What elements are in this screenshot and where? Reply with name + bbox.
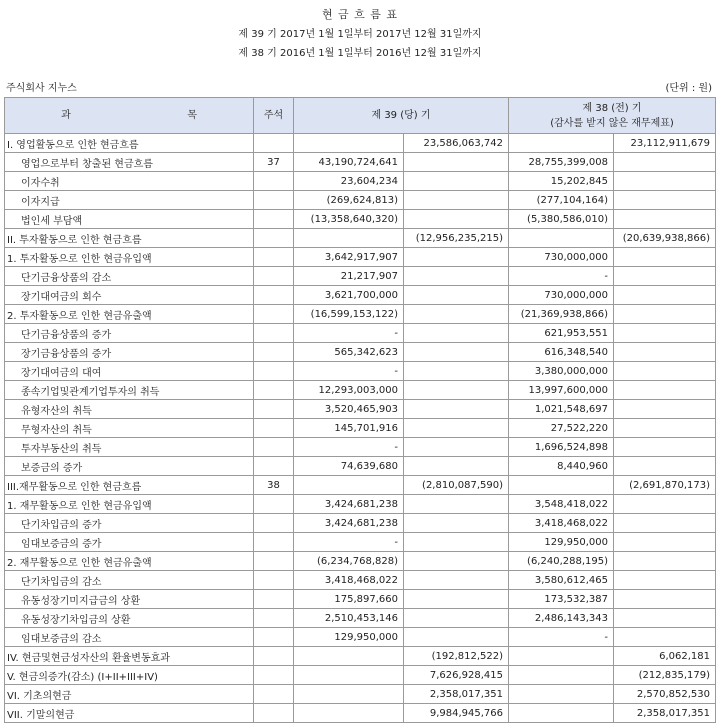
current-total-amount: [404, 324, 509, 343]
current-detail-amount: 145,701,916: [294, 419, 404, 438]
prior-total-amount: (212,835,179): [614, 666, 716, 685]
table-row: [5, 362, 716, 381]
account-header-b: 목: [187, 110, 197, 121]
prior-total-amount: [614, 400, 716, 419]
current-period: 제 39 기 2017년 1월 1일부터 2017년 12월 31일까지: [238, 29, 482, 40]
current-total-amount: [404, 514, 509, 533]
prior-total-amount: [614, 381, 716, 400]
row-label: 단기차입금의 감소: [5, 571, 254, 590]
prior-total-amount: [614, 495, 716, 514]
prior-detail-amount: 616,348,540: [509, 343, 614, 362]
prior-detail-amount: 1,021,548,697: [509, 400, 614, 419]
row-note: [254, 172, 294, 191]
prior-detail-amount: [509, 134, 614, 153]
current-year-header: 제 39 (당) 기: [294, 98, 509, 134]
current-detail-amount: [294, 647, 404, 666]
current-total-amount: [404, 400, 509, 419]
prior-total-amount: [614, 191, 716, 210]
prior-total-amount: [614, 438, 716, 457]
current-total-amount: [404, 438, 509, 457]
table-row: [5, 267, 716, 286]
row-note: [254, 628, 294, 647]
prior-total-amount: [614, 609, 716, 628]
table-row: [5, 685, 716, 704]
current-total-amount: 7,626,928,415: [404, 666, 509, 685]
row-note: [254, 590, 294, 609]
current-total-amount: [404, 191, 509, 210]
prior-total-amount: 6,062,181: [614, 647, 716, 666]
current-total-amount: [404, 362, 509, 381]
row-note: [254, 514, 294, 533]
table-header-row: [5, 98, 716, 134]
prior-detail-amount: 8,440,960: [509, 457, 614, 476]
row-label: 장기대여금의 대여: [5, 362, 254, 381]
table-row: [5, 609, 716, 628]
current-detail-amount: 129,950,000: [294, 628, 404, 647]
current-total-amount: [404, 248, 509, 267]
prior-detail-amount: 3,380,000,000: [509, 362, 614, 381]
prior-detail-amount: 13,997,600,000: [509, 381, 614, 400]
prior-total-amount: [614, 419, 716, 438]
row-note: [254, 457, 294, 476]
cash-flow-table: [4, 97, 716, 723]
table-row: [5, 476, 716, 495]
row-note: [254, 400, 294, 419]
table-row: [5, 647, 716, 666]
row-note: [254, 248, 294, 267]
prior-total-amount: [614, 286, 716, 305]
table-row: [5, 381, 716, 400]
prior-period: 제 38 기 2016년 1월 1일부터 2016년 12월 31일까지: [238, 48, 482, 59]
row-note: [254, 495, 294, 514]
row-note: [254, 362, 294, 381]
prior-detail-amount: 3,418,468,022: [509, 514, 614, 533]
current-total-amount: 2,358,017,351: [404, 685, 509, 704]
current-detail-amount: (13,358,640,320): [294, 210, 404, 229]
row-label: 2. 재무활동으로 인한 현금유출액: [5, 552, 254, 571]
row-note: 37: [254, 153, 294, 172]
row-label: 무형자산의 취득: [5, 419, 254, 438]
prior-detail-amount: 27,522,220: [509, 419, 614, 438]
prior-detail-amount: 3,580,612,465: [509, 571, 614, 590]
current-total-amount: [404, 533, 509, 552]
row-label: 법인세 부담액: [5, 210, 254, 229]
currency-unit: (단위 : 원): [665, 83, 712, 94]
row-label: III.재무활동으로 인한 현금흐름: [5, 476, 254, 495]
table-row: [5, 533, 716, 552]
row-note: [254, 324, 294, 343]
current-detail-amount: -: [294, 438, 404, 457]
table-row: [5, 210, 716, 229]
row-note: [254, 229, 294, 248]
prior-detail-amount: 730,000,000: [509, 286, 614, 305]
current-detail-amount: 175,897,660: [294, 590, 404, 609]
row-note: [254, 666, 294, 685]
prior-total-amount: 2,358,017,351: [614, 704, 716, 723]
table-row: [5, 286, 716, 305]
table-row: [5, 400, 716, 419]
current-detail-amount: 3,520,465,903: [294, 400, 404, 419]
row-label: 이자지급: [5, 191, 254, 210]
row-note: [254, 210, 294, 229]
row-label: 유동성장기차입금의 상환: [5, 609, 254, 628]
table-row: [5, 153, 716, 172]
row-note: [254, 609, 294, 628]
table-row: [5, 666, 716, 685]
prior-detail-amount: [509, 666, 614, 685]
current-total-amount: (2,810,087,590): [404, 476, 509, 495]
table-row: [5, 571, 716, 590]
current-total-amount: [404, 590, 509, 609]
prior-total-amount: [614, 628, 716, 647]
current-total-amount: [404, 172, 509, 191]
prior-detail-amount: 15,202,845: [509, 172, 614, 191]
prior-total-amount: (20,639,938,866): [614, 229, 716, 248]
row-label: VI. 기초의현금: [5, 685, 254, 704]
prior-detail-amount: (5,380,586,010): [509, 210, 614, 229]
current-detail-amount: 3,424,681,238: [294, 495, 404, 514]
current-detail-amount: 23,604,234: [294, 172, 404, 191]
row-label: 유동성장기미지급금의 상환: [5, 590, 254, 609]
prior-detail-amount: 173,532,387: [509, 590, 614, 609]
table-row: [5, 590, 716, 609]
account-header-a: 과: [61, 110, 71, 121]
row-note: [254, 286, 294, 305]
prior-detail-amount: [509, 229, 614, 248]
table-row: [5, 229, 716, 248]
note-header: 주석: [254, 98, 294, 134]
prior-total-amount: [614, 552, 716, 571]
prior-total-amount: [614, 362, 716, 381]
table-row: [5, 704, 716, 723]
row-label: 단기금융상품의 증가: [5, 324, 254, 343]
prior-detail-amount: 621,953,551: [509, 324, 614, 343]
table-row: [5, 495, 716, 514]
current-detail-amount: 2,510,453,146: [294, 609, 404, 628]
row-note: [254, 647, 294, 666]
current-total-amount: (192,812,522): [404, 647, 509, 666]
current-total-amount: [404, 381, 509, 400]
row-note: [254, 438, 294, 457]
row-label: 2. 투자활동으로 인한 현금유출액: [5, 305, 254, 324]
account-header: [5, 98, 254, 134]
row-note: 38: [254, 476, 294, 495]
prior-total-amount: 2,570,852,530: [614, 685, 716, 704]
prior-detail-amount: -: [509, 267, 614, 286]
current-total-amount: [404, 457, 509, 476]
prior-total-amount: [614, 590, 716, 609]
current-detail-amount: 21,217,907: [294, 267, 404, 286]
current-total-amount: [404, 286, 509, 305]
row-note: [254, 191, 294, 210]
current-total-amount: (12,956,235,215): [404, 229, 509, 248]
prior-detail-amount: 129,950,000: [509, 533, 614, 552]
row-label: 임대보증금의 증가: [5, 533, 254, 552]
prior-total-amount: [614, 172, 716, 191]
current-total-amount: 23,586,063,742: [404, 134, 509, 153]
prior-total-amount: [614, 248, 716, 267]
table-row: [5, 514, 716, 533]
current-detail-amount: [294, 229, 404, 248]
prior-total-amount: [614, 267, 716, 286]
prior-detail-amount: 730,000,000: [509, 248, 614, 267]
prior-detail-amount: 28,755,399,008: [509, 153, 614, 172]
row-label: 유형자산의 취득: [5, 400, 254, 419]
current-total-amount: [404, 210, 509, 229]
row-label: 1. 재무활동으로 인한 현금유입액: [5, 495, 254, 514]
row-label: I. 영업활동으로 인한 현금흐름: [5, 134, 254, 153]
row-note: [254, 571, 294, 590]
prior-total-amount: [614, 457, 716, 476]
row-label: 보증금의 증가: [5, 457, 254, 476]
prior-detail-amount: [509, 476, 614, 495]
current-detail-amount: 3,642,917,907: [294, 248, 404, 267]
prior-total-amount: [614, 514, 716, 533]
row-note: [254, 685, 294, 704]
row-label: 단기차입금의 증가: [5, 514, 254, 533]
current-detail-amount: -: [294, 324, 404, 343]
current-total-amount: [404, 305, 509, 324]
prior-total-amount: 23,112,911,679: [614, 134, 716, 153]
current-detail-amount: 565,342,623: [294, 343, 404, 362]
row-label: 장기금융상품의 증가: [5, 343, 254, 362]
current-total-amount: [404, 495, 509, 514]
prior-detail-amount: (6,240,288,195): [509, 552, 614, 571]
row-note: [254, 134, 294, 153]
current-detail-amount: [294, 685, 404, 704]
current-detail-amount: -: [294, 533, 404, 552]
row-label: VII. 기말의현금: [5, 704, 254, 723]
statement-title: 현 금 흐 름 표: [321, 8, 399, 21]
row-label: 임대보증금의 감소: [5, 628, 254, 647]
current-detail-amount: [294, 666, 404, 685]
row-label: V. 현금의증가(감소) (I+II+III+IV): [5, 666, 254, 685]
prior-total-amount: [614, 153, 716, 172]
prior-year-header-line2: (감사를 받지 않은 재무제표): [550, 117, 674, 129]
current-detail-amount: (269,624,813): [294, 191, 404, 210]
prior-total-amount: (2,691,870,173): [614, 476, 716, 495]
prior-detail-amount: 1,696,524,898: [509, 438, 614, 457]
table-row: [5, 457, 716, 476]
prior-detail-amount: 2,486,143,343: [509, 609, 614, 628]
prior-year-header: [509, 98, 716, 134]
table-row: [5, 343, 716, 362]
current-detail-amount: 74,639,680: [294, 457, 404, 476]
current-total-amount: [404, 343, 509, 362]
prior-total-amount: [614, 533, 716, 552]
current-detail-amount: (16,599,153,122): [294, 305, 404, 324]
table-row: [5, 248, 716, 267]
prior-total-amount: [614, 305, 716, 324]
row-label: 장기대여금의 회수: [5, 286, 254, 305]
table-row: [5, 191, 716, 210]
row-note: [254, 267, 294, 286]
prior-detail-amount: (21,369,938,866): [509, 305, 614, 324]
current-total-amount: [404, 552, 509, 571]
current-detail-amount: -: [294, 362, 404, 381]
current-total-amount: [404, 267, 509, 286]
row-label: 이자수취: [5, 172, 254, 191]
row-label: 영업으로부터 창출된 현금흐름: [5, 153, 254, 172]
current-detail-amount: 12,293,003,000: [294, 381, 404, 400]
table-row: [5, 419, 716, 438]
row-note: [254, 343, 294, 362]
current-total-amount: [404, 419, 509, 438]
current-detail-amount: [294, 476, 404, 495]
current-detail-amount: [294, 704, 404, 723]
prior-total-amount: [614, 343, 716, 362]
prior-total-amount: [614, 571, 716, 590]
current-total-amount: [404, 609, 509, 628]
company-name: 주식회사 지누스: [6, 83, 77, 94]
row-note: [254, 533, 294, 552]
table-row: [5, 172, 716, 191]
current-total-amount: [404, 571, 509, 590]
row-note: [254, 419, 294, 438]
prior-detail-amount: (277,104,164): [509, 191, 614, 210]
current-detail-amount: [294, 134, 404, 153]
current-detail-amount: 3,424,681,238: [294, 514, 404, 533]
table-row: [5, 628, 716, 647]
row-note: [254, 305, 294, 324]
prior-detail-amount: [509, 647, 614, 666]
current-detail-amount: 3,621,700,000: [294, 286, 404, 305]
table-row: [5, 134, 716, 153]
current-detail-amount: 43,190,724,641: [294, 153, 404, 172]
prior-detail-amount: 3,548,418,022: [509, 495, 614, 514]
current-total-amount: 9,984,945,766: [404, 704, 509, 723]
prior-detail-amount: [509, 685, 614, 704]
prior-total-amount: [614, 324, 716, 343]
row-label: II. 투자활동으로 인한 현금흐름: [5, 229, 254, 248]
row-label: 종속기업및관계기업투자의 취득: [5, 381, 254, 400]
table-row: [5, 305, 716, 324]
row-label: IV. 현금및현금성자산의 환율변동효과: [5, 647, 254, 666]
row-label: 단기금융상품의 감소: [5, 267, 254, 286]
current-detail-amount: (6,234,768,828): [294, 552, 404, 571]
row-note: [254, 704, 294, 723]
prior-detail-amount: [509, 704, 614, 723]
prior-year-header-line1: 제 38 (전) 기: [582, 102, 642, 114]
current-total-amount: [404, 628, 509, 647]
row-note: [254, 381, 294, 400]
current-detail-amount: 3,418,468,022: [294, 571, 404, 590]
row-label: 투자부동산의 취득: [5, 438, 254, 457]
prior-detail-amount: -: [509, 628, 614, 647]
row-label: 1. 투자활동으로 인한 현금유입액: [5, 248, 254, 267]
row-note: [254, 552, 294, 571]
table-row: [5, 324, 716, 343]
table-row: [5, 552, 716, 571]
prior-total-amount: [614, 210, 716, 229]
current-total-amount: [404, 153, 509, 172]
table-row: [5, 438, 716, 457]
